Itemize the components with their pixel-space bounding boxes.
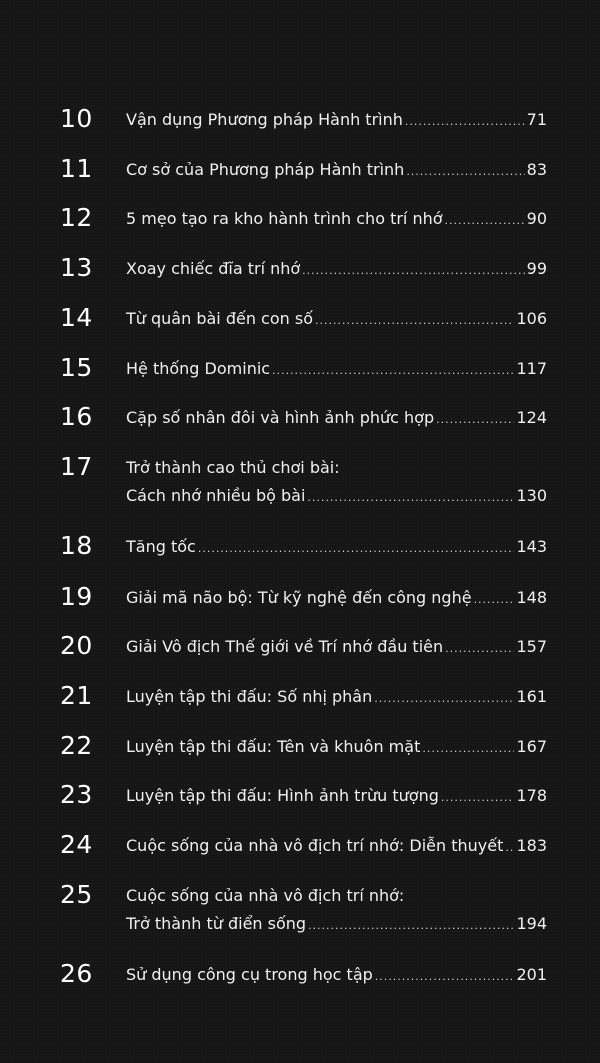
- dot-leader: [308, 916, 514, 936]
- chapter-number: 13: [60, 253, 93, 282]
- chapter-title: Tăng tốc: [126, 537, 196, 556]
- chapter-title-line1: Trở thành cao thủ chơi bài:: [126, 458, 340, 477]
- dot-leader: [405, 112, 525, 132]
- chapter-number: 25: [60, 880, 93, 909]
- chapter-title: Cuộc sống của nhà vô địch trí nhớ: Diễn thuyết: [126, 836, 504, 855]
- chapter-number: 19: [60, 582, 93, 611]
- dot-leader: [198, 539, 515, 559]
- chapter-title: Giải Vô địch Thế giới về Trí nhớ đầu tiên: [126, 637, 444, 656]
- chapter-number: 15: [60, 353, 93, 382]
- toc-line: [126, 259, 547, 281]
- chapter-number: 22: [60, 731, 93, 760]
- dot-leader: [315, 311, 514, 331]
- page-number: 71: [526, 110, 547, 129]
- toc-line: [126, 110, 547, 132]
- chapter-title: Sử dụng công cụ trong học tập: [126, 965, 373, 984]
- chapter-number: 12: [60, 203, 93, 232]
- chapter-title: 5 mẹo tạo ra kho hành trình cho trí nhớ: [126, 209, 443, 228]
- dot-leader: [307, 488, 514, 508]
- dot-leader: [505, 838, 514, 858]
- dot-leader: [302, 261, 524, 281]
- toc-line: [126, 965, 547, 987]
- toc-line: [126, 458, 547, 478]
- toc-line: [126, 886, 547, 906]
- toc-line: [126, 537, 547, 559]
- chapter-title: Cặp số nhân đôi và hình ảnh phức hợp: [126, 408, 435, 427]
- page-number: 201: [516, 965, 547, 984]
- chapter-title: Xoay chiếc đĩa trí nhớ: [126, 259, 301, 278]
- page-number: 167: [516, 737, 547, 756]
- dot-leader: [406, 162, 524, 182]
- chapter-number: 23: [60, 780, 93, 809]
- toc-line: [126, 359, 547, 381]
- dot-leader: [441, 788, 515, 808]
- chapter-number: 10: [60, 104, 93, 133]
- dot-leader: [445, 639, 514, 659]
- page-number: 99: [526, 259, 547, 278]
- page-number: 106: [516, 309, 547, 328]
- dot-leader: [375, 967, 515, 987]
- chapter-number: 16: [60, 402, 93, 431]
- dot-leader: [422, 739, 514, 759]
- toc-line: [126, 914, 547, 936]
- chapter-number: 17: [60, 452, 93, 481]
- chapter-title: Vận dụng Phương pháp Hành trình: [126, 110, 403, 129]
- toc-line: [126, 160, 547, 182]
- chapter-number: 26: [60, 959, 93, 988]
- chapter-title: Hệ thống Dominic: [126, 359, 271, 378]
- toc-line: [126, 588, 547, 610]
- chapter-title: Cách nhớ nhiều bộ bài: [126, 486, 306, 505]
- chapter-number: 20: [60, 631, 93, 660]
- chapter-title-line1: Cuộc sống của nhà vô địch trí nhớ:: [126, 886, 405, 905]
- chapter-title: Luyện tập thi đấu: Hình ảnh trừu tượng: [126, 786, 439, 805]
- chapter-number: 24: [60, 830, 93, 859]
- toc-line: [126, 836, 547, 858]
- page-number: 117: [516, 359, 547, 378]
- page-number: 143: [516, 537, 547, 556]
- dot-leader: [436, 410, 514, 430]
- dot-leader: [445, 211, 525, 231]
- toc-line: [126, 209, 547, 231]
- page-number: 194: [516, 914, 547, 933]
- dot-leader: [474, 590, 515, 610]
- chapter-title: Từ quân bài đến con số: [126, 309, 313, 328]
- chapter-number: 11: [60, 154, 93, 183]
- toc-line: [126, 786, 547, 808]
- page-number: 90: [526, 209, 547, 228]
- page-number: 161: [516, 687, 547, 706]
- chapter-number: 14: [60, 303, 93, 332]
- toc-line: [126, 637, 547, 659]
- chapter-title: Trở thành từ điển sống: [126, 914, 307, 933]
- chapter-number: 21: [60, 681, 93, 710]
- toc-line: [126, 687, 547, 709]
- page-number: 124: [516, 408, 547, 427]
- dot-leader: [272, 361, 514, 381]
- page-number: 178: [516, 786, 547, 805]
- toc-line: [126, 408, 547, 430]
- page-number: 130: [516, 486, 547, 505]
- chapter-title: Luyện tập thi đấu: Tên và khuôn mặt: [126, 737, 421, 756]
- toc-line: [126, 309, 547, 331]
- page-number: 148: [516, 588, 547, 607]
- chapter-title: Giải mã não bộ: Từ kỹ nghệ đến công nghệ: [126, 588, 472, 607]
- page-number: 157: [516, 637, 547, 656]
- chapter-title: Cơ sở của Phương pháp Hành trình: [126, 160, 405, 179]
- toc-line: [126, 737, 547, 759]
- toc-line: [126, 486, 547, 508]
- chapter-title: Luyện tập thi đấu: Số nhị phân: [126, 687, 373, 706]
- page-number: 183: [516, 836, 547, 855]
- page-number: 83: [526, 160, 547, 179]
- dot-leader: [374, 689, 514, 709]
- chapter-number: 18: [60, 531, 93, 560]
